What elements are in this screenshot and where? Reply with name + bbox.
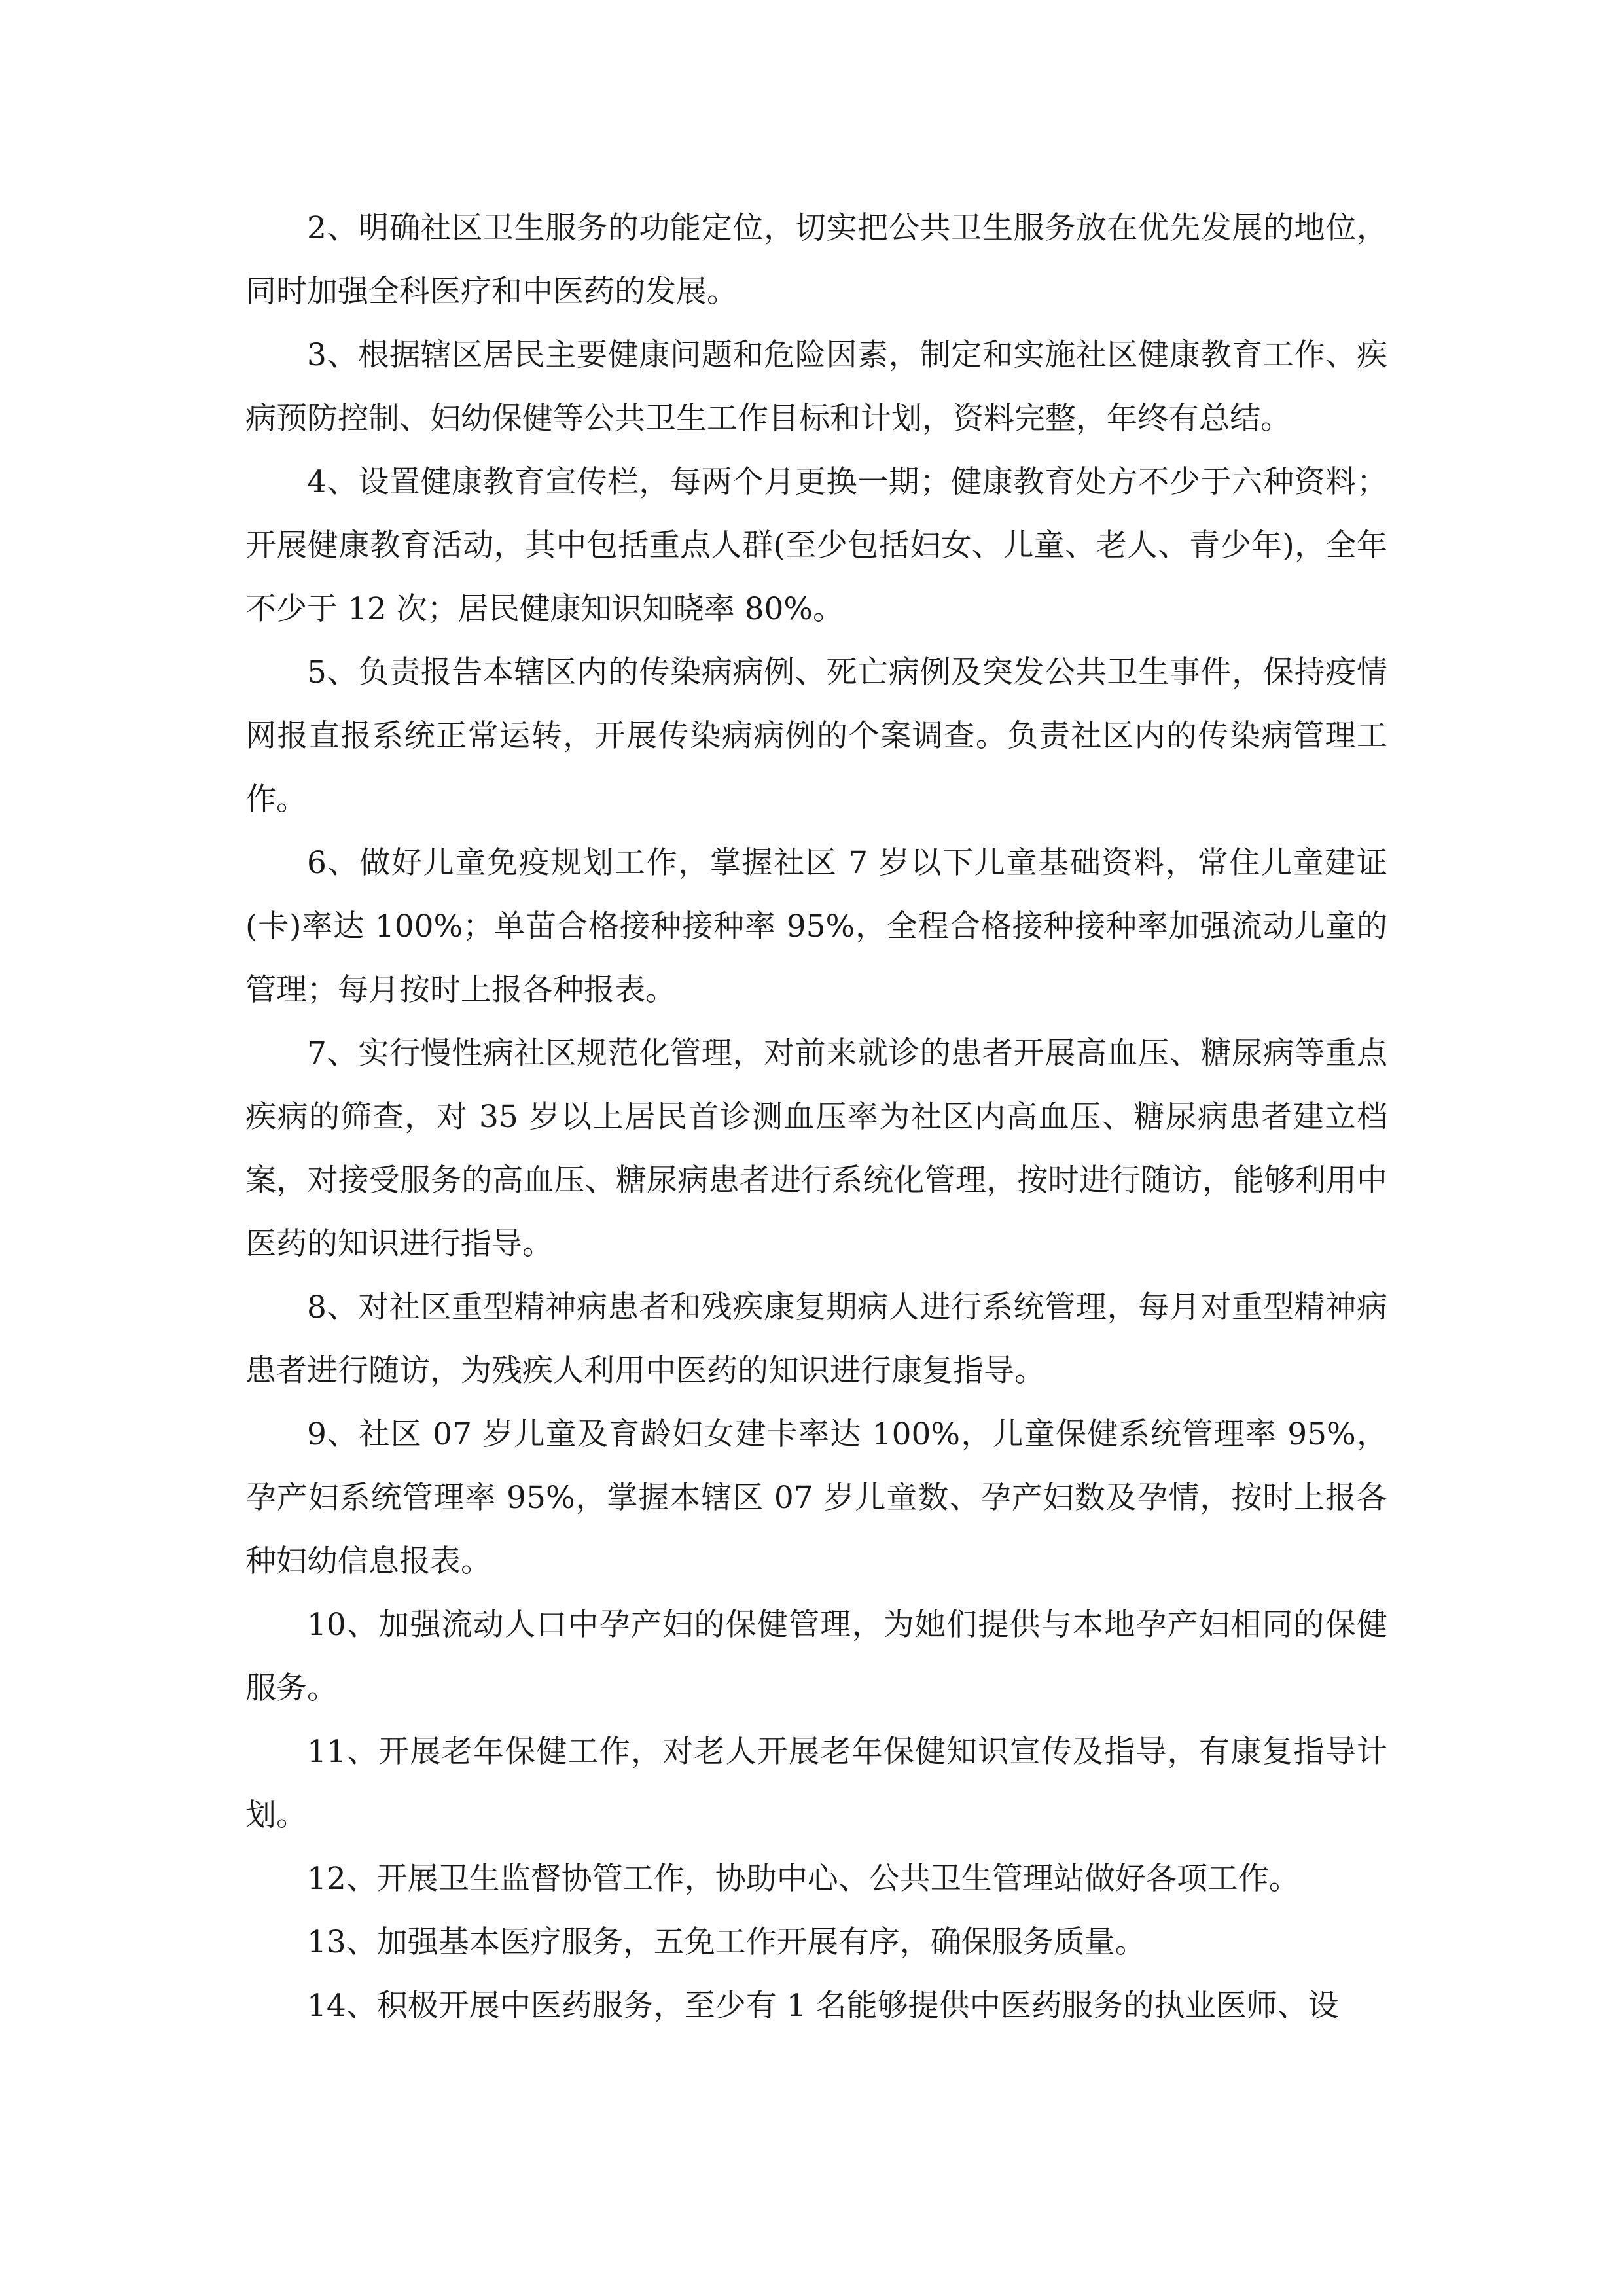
paragraph-2: 2、明确社区卫生服务的功能定位，切实把公共卫生服务放在优先发展的地位，同时加强全科医疗和中医药的发展。 [245, 210, 1387, 310]
document-body [245, 196, 1387, 2037]
paragraph-3: 3、根据辖区居民主要健康问题和危险因素，制定和实施社区健康教育工作、疾病预防控制、妇幼保健等公共卫生工作目标和计划，资料完整，年终有总结。 [245, 337, 1387, 437]
paragraph-12: 12、开展卫生监督协管工作，协助中心、公共卫生管理站做好各项工作。 [307, 1861, 1300, 1897]
paragraph-6: 6、做好儿童免疫规划工作，掌握社区 7 岁以下儿童基础资料，常住儿童建证(卡)率达 100%；单苗合格接种接种率 95%，全程合格接种接种率加强流动儿童的管理；每月按时上报各种报表。 [245, 845, 1387, 1008]
paragraph-13: 13、加强基本医疗服务，五免工作开展有序，确保服务质量。 [307, 1924, 1146, 1960]
paragraph-7: 7、实行慢性病社区规范化管理，对前来就诊的患者开展高血压、糖尿病等重点疾病的筛查，对 35 岁以上居民首诊测血压率为社区内高血压、糖尿病患者建立档案，对接受服务的高血压、糖尿病患者进行系统化管理，按时进行随访，能够利用中医药的知识进行指导。 [245, 1035, 1387, 1262]
paragraph-8: 8、对社区重型精神病患者和残疾康复期病人进行系统管理，每月对重型精神病患者进行随访，为残疾人利用中医药的知识进行康复指导。 [245, 1289, 1387, 1389]
paragraph-4: 4、设置健康教育宣传栏，每两个月更换一期；健康教育处方不少于六种资料；开展健康教育活动，其中包括重点人群(至少包括妇女、儿童、老人、青少年)，全年不少于 12 次；居民健康知识知晓率 80%。 [245, 464, 1387, 627]
paragraph-14: 14、积极开展中医药服务，至少有 1 名能够提供中医药服务的执业医师、设 [307, 1988, 1339, 2024]
paragraph-11: 11、开展老年保健工作，对老人开展老年保健知识宣传及指导，有康复指导计划。 [245, 1734, 1387, 1833]
paragraph-5: 5、负责报告本辖区内的传染病病例、死亡病例及突发公共卫生事件，保持疫情网报直报系统正常运转，开展传染病病例的个案调查。负责社区内的传染病管理工作。 [245, 655, 1387, 817]
paragraph-9: 9、社区 07 岁儿童及育龄妇女建卡率达 100%，儿童保健系统管理率 95%，孕产妇系统管理率 95%，掌握本辖区 07 岁儿童数、孕产妇数及孕情，按时上报各种妇幼信息报表。 [245, 1416, 1387, 1579]
paragraph-10: 10、加强流动人口中孕产妇的保健管理，为她们提供与本地孕产妇相同的保健服务。 [245, 1607, 1387, 1706]
